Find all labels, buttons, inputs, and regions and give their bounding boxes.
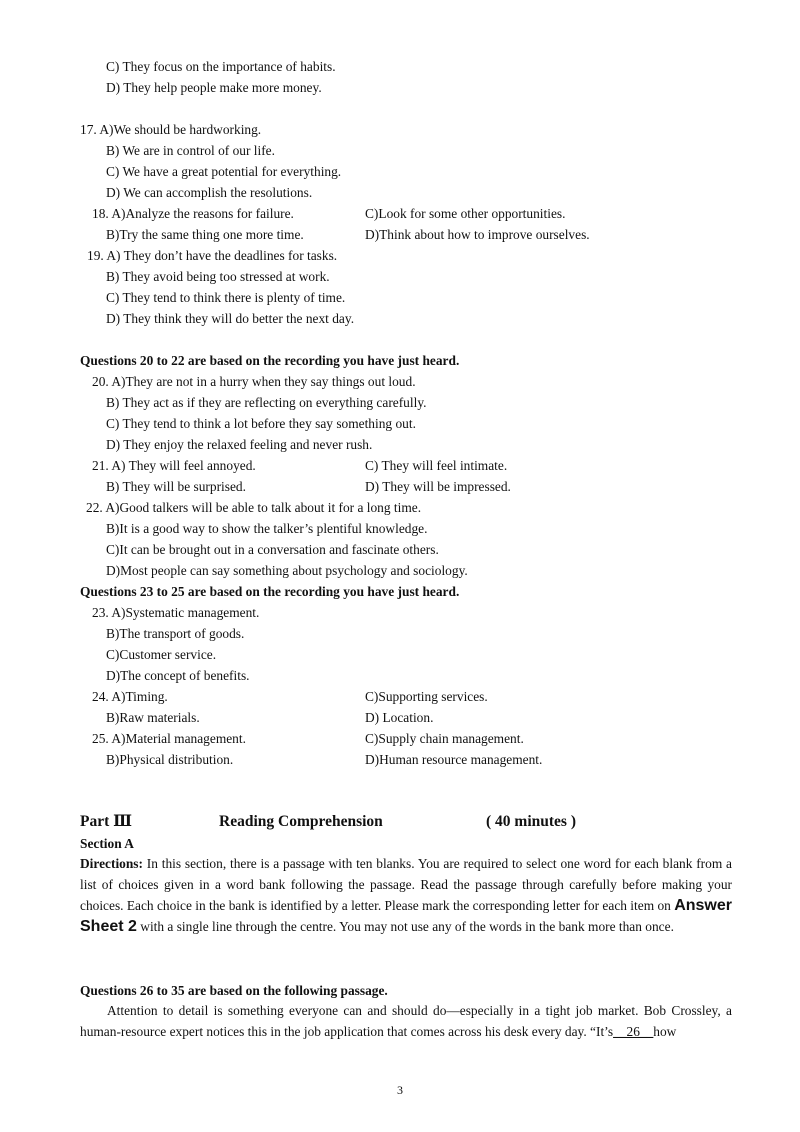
- section-label: Section A: [80, 836, 134, 851]
- section-heading-23-25: Questions 23 to 25 are based on the recording you have just heard.: [80, 584, 460, 599]
- blank-26: __26__: [613, 1024, 654, 1039]
- q19-option-a: 19. A) They don’t have the deadlines for tasks.: [87, 248, 338, 263]
- q25-option-d: D)Human resource management.: [365, 752, 543, 767]
- q17-option-c: C) We have a great potential for everything.: [106, 164, 342, 179]
- q18-option-d: D)Think about how to improve ourselves.: [365, 227, 590, 242]
- q25-option-b: B)Physical distribution.: [106, 752, 234, 767]
- q19-option-b: B) They avoid being too stressed at work.: [106, 269, 330, 284]
- directions-label: Directions:: [80, 856, 143, 871]
- directions-text-2: with a single line through the centre. You may not use any of the words in the bank more than once.: [136, 919, 674, 934]
- q22-option-d: D)Most people can say something about psychology and sociology.: [106, 563, 468, 578]
- section-heading-20-22: Questions 20 to 22 are based on the recording you have just heard.: [80, 353, 460, 368]
- q22-option-a: 22. A)Good talkers will be able to talk about it for a long time.: [86, 500, 422, 515]
- directions-text-1: In this section, there is a passage with ten blanks. You are required to select one word for each blank from a list of choices given in a word bank following the passage. Read the passage through carefully before making your choices. Each choice in the bank is identified by a letter. Please mark the corresponding letter for each item on: [80, 856, 732, 913]
- section-heading-26-35: Questions 26 to 35 are based on the following passage.: [80, 983, 388, 998]
- directions-paragraph: [80, 853, 732, 937]
- page-number: 3: [397, 1083, 403, 1097]
- passage-text: Attention to detail is something everyone can and should do—especially in a tight job market. Bob Crossley, a human-resource expert notices this in the job application that comes across his desk every day. “It’s: [80, 1003, 732, 1039]
- q20-option-a: 20. A)They are not in a hurry when they say things out loud.: [92, 374, 416, 389]
- q21-option-b: B) They will be surprised.: [106, 479, 246, 494]
- q17-option-b: B) We are in control of our life.: [106, 143, 275, 158]
- passage-after: how: [653, 1024, 677, 1039]
- q16-option-c: C) They focus on the importance of habits.: [106, 59, 336, 74]
- part-label: Part Ⅲ: [80, 813, 133, 830]
- q23-option-d: D)The concept of benefits.: [106, 668, 250, 683]
- q24-option-c: C)Supporting services.: [365, 689, 488, 704]
- q18-option-c: C)Look for some other opportunities.: [365, 206, 566, 221]
- q19-option-c: C) They tend to think there is plenty of time.: [106, 290, 346, 305]
- q21-option-d: D) They will be impressed.: [365, 479, 511, 494]
- q24-option-d: D) Location.: [365, 710, 434, 725]
- q16-option-d: D) They help people make more money.: [106, 80, 322, 95]
- q25-option-c: C)Supply chain management.: [365, 731, 524, 746]
- q18-option-b: B)Try the same thing one more time.: [106, 227, 304, 242]
- q22-option-c: C)It can be brought out in a conversation and fascinate others.: [106, 542, 439, 557]
- answer-sheet-label: Answer Sheet 2: [80, 897, 732, 935]
- q17-option-a: 17. A)We should be hardworking.: [80, 122, 262, 137]
- q25-option-a: 25. A)Material management.: [92, 731, 246, 746]
- q23-option-a: 23. A)Systematic management.: [92, 605, 260, 620]
- passage-paragraph: [80, 1000, 732, 1042]
- q20-option-d: D) They enjoy the relaxed feeling and never rush.: [106, 437, 373, 452]
- part-title: Reading Comprehension: [219, 813, 383, 830]
- q21-option-c: C) They will feel intimate.: [365, 458, 508, 473]
- q20-option-c: C) They tend to think a lot before they say something out.: [106, 416, 416, 431]
- q19-option-d: D) They think they will do better the next day.: [106, 311, 355, 326]
- q24-option-a: 24. A)Timing.: [92, 689, 168, 704]
- q18-option-a: 18. A)Analyze the reasons for failure.: [92, 206, 294, 221]
- q24-option-b: B)Raw materials.: [106, 710, 200, 725]
- q22-option-b: B)It is a good way to show the talker’s plentiful knowledge.: [106, 521, 428, 536]
- q20-option-b: B) They act as if they are reflecting on everything carefully.: [106, 395, 427, 410]
- q21-option-a: 21. A) They will feel annoyed.: [92, 458, 256, 473]
- q23-option-b: B)The transport of goods.: [106, 626, 245, 641]
- q17-option-d: D) We can accomplish the resolutions.: [106, 185, 313, 200]
- part-time: ( 40 minutes ): [486, 813, 576, 830]
- q23-option-c: C)Customer service.: [106, 647, 217, 662]
